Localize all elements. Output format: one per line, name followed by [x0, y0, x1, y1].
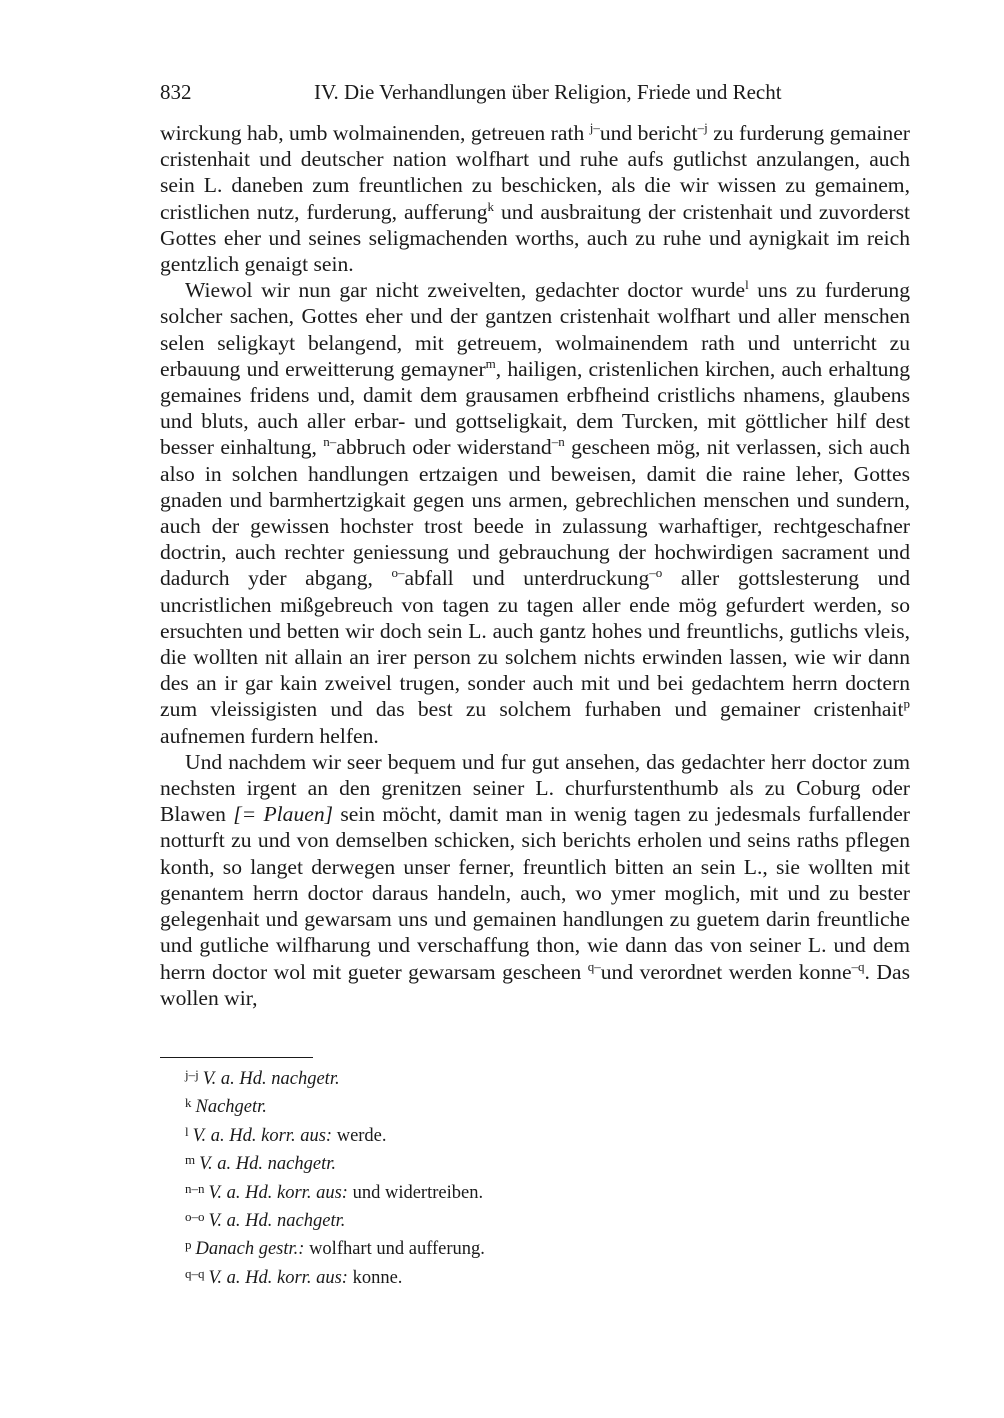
footnote: [185, 1120, 885, 1148]
text-run: . Das wollen wir,: [160, 959, 910, 1010]
footnote-marker: l: [745, 277, 749, 293]
footnote-italic: Danach gestr.:: [195, 1239, 305, 1260]
footnote-marker: n–: [323, 434, 337, 450]
footnote-mark: j–j: [185, 1067, 199, 1082]
main-text: [160, 120, 910, 1011]
text-run: wirckung hab, umb wolmainenden, getreuen rath: [160, 121, 590, 145]
footnotes: [185, 1063, 885, 1290]
page-number: 832: [160, 80, 192, 104]
footnote: [185, 1205, 885, 1233]
footnote-mark: m: [185, 1152, 196, 1168]
footnote-marker: o–: [391, 565, 405, 581]
footnote-italic: V. a. Hd. nachgetr.: [199, 1154, 336, 1175]
footnote-mark: q–q: [185, 1265, 205, 1281]
text-run: abbruch oder widerstand: [336, 435, 552, 460]
footnote-italic: V. a. Hd. korr. aus:: [208, 1267, 348, 1288]
footnote-italic: V. a. Hd. korr. aus:: [192, 1125, 333, 1146]
footnote-italic: V. a. Hd. korr. aus:: [208, 1182, 348, 1203]
text-run: und ausbraitung der cristenhait und zuvorderst Gottes eher und seines seligmachenden worths, auch zu ruhe und aynigkait im reich gentzlich genaigt sein.: [160, 199, 910, 277]
footnote-marker: –q: [851, 958, 865, 974]
text-run: aller gottslesterung und uncristlichen mißgebreuch von tagen zu tagen aller ende mög gefurdert werden, so ersuchten und betten wir doch sein L. auch gantz hohes und freuntlichs, gutlichs vleis, die wollten nit allain an irer person zu solchem nichts erwinden lassen, wie wir dann des an ir gar kain zweivel trugen, sonder auch mit und bei gedachtem herrn doctern zum vleissigisten und das best zu solchem furhaben und gemainer cristenhait: [160, 566, 910, 722]
footnote-mark: k: [185, 1095, 192, 1111]
footnote-mark: p: [185, 1237, 192, 1253]
text-run: Wiewol wir nun gar nicht zweivelten, gedachter doctor wurde: [185, 278, 746, 303]
text-run: , hailigen, cristenlichen kirchen, auch erhaltung gemaines fridens und, damit dem grausamen erbfheind cristlichs nhamens, glaubens und bluts, auch aller erbar- und gottseligkait, dem Turcken, mit göttlicher hilf dest besser einhaltung,: [160, 356, 910, 460]
footnote: [185, 1063, 885, 1091]
text-run: zu furderung gemainer cristenhait und deutscher nation wolfhart und ruhe aufs gutlichst anzulangen, auch sein L. daneben zum freuntlichen zu beschicken, als die wir wissen zu gemainem, cristlichen nutz, furderung, aufferung: [160, 121, 910, 224]
footnote-text: konne.: [347, 1267, 403, 1288]
paragraph-3: [160, 749, 910, 1011]
footnote-marker: j–: [589, 119, 600, 135]
footnote-text: und widertreiben.: [347, 1182, 484, 1203]
text-run: aufnemen furdern helfen.: [160, 723, 379, 748]
editorial-note: [= Plauen]: [233, 802, 334, 827]
footnote-italic: Nachgetr.: [195, 1097, 267, 1118]
text-run: und bericht: [599, 121, 698, 145]
footnote-marker: –j: [697, 119, 708, 135]
footnote-mark: l: [185, 1123, 189, 1139]
footnote-italic: V. a. Hd. nachgetr.: [208, 1211, 346, 1232]
footnote-mark: o–o: [185, 1209, 205, 1225]
text-run: Und nachdem wir seer bequem und fur gut ansehen, das gedachter herr doctor zum nechsten irgent an den grenitzen seiner L. churfurstenthumb als zu Coburg oder Blawen: [160, 749, 910, 827]
footnote-marker: p: [903, 696, 910, 712]
footnote-mark: n–n: [185, 1180, 205, 1196]
text-run: und verordnet werden konne: [600, 959, 852, 984]
paragraph-1: [160, 120, 910, 277]
footnote-marker: q–: [587, 958, 601, 974]
footnote-marker: k: [487, 198, 494, 214]
paragraph-2: [160, 277, 910, 749]
text-run: sein möcht, damit man in wenig tagen zu jedesmals furfallender notturft zu und von demselben schicken, sich berichts erholen und seins raths pflegen konth, so langet derwegen unser ferner, freuntlich bitten an sein L., sie wollten mit genantem herrn doctor daraus handeln, auch, wo ymer moglich, mit und zu bester gelegenhait und gewarsam uns und gemainen handlungen zu guetem darin freuntliche und gutliche wilfharung und verschaffung thon, wie dann das von seiner L. und dem herrn doctor wol mit gueter gewarsam gescheen: [160, 802, 910, 984]
running-title: IV. Die Verhandlungen über Religion, Friede und Recht: [314, 80, 782, 104]
footnote: [185, 1177, 885, 1205]
footnote: [185, 1233, 885, 1261]
footnote-text: werde.: [332, 1125, 387, 1146]
text-run: gescheen mög, nit verlassen, sich auch also in solchen handlungen ertzaigen und beweisen, damit die raine leher, Gottes gnaden und barmhertzigkait gegen uns armen, gebrechlichen menschen und sundern, auch der gewissen hochster trost beede in zulassung warhaftiger, rechtgeschafner doctrin, auch rechter geniessung und gebrauchung der hochwirdigen sacrament und dadurch yder abgang,: [160, 435, 911, 591]
footnote-divider: [160, 1057, 313, 1058]
text-run: uns zu furderung solcher sachen, Gottes eher und der gantzen cristenhait wolfhart und aller menschen selen seligkayt belangend, mit getreuem, wolmainendem rath und unterricht zu erbauung und erweitterung gemayner: [160, 278, 911, 381]
footnote: [185, 1262, 885, 1290]
footnote-text: wolfhart und aufferung.: [304, 1239, 485, 1260]
text-run: abfall und unterdruckung: [404, 566, 650, 591]
footnote-marker: –n: [551, 434, 565, 450]
footnote-marker: m: [485, 355, 496, 371]
footnote: [185, 1091, 885, 1119]
footnote-italic: V. a. Hd. nachgetr.: [202, 1069, 340, 1089]
footnote-marker: –o: [649, 565, 663, 581]
page-header: [160, 80, 910, 110]
footnote: [185, 1148, 885, 1176]
